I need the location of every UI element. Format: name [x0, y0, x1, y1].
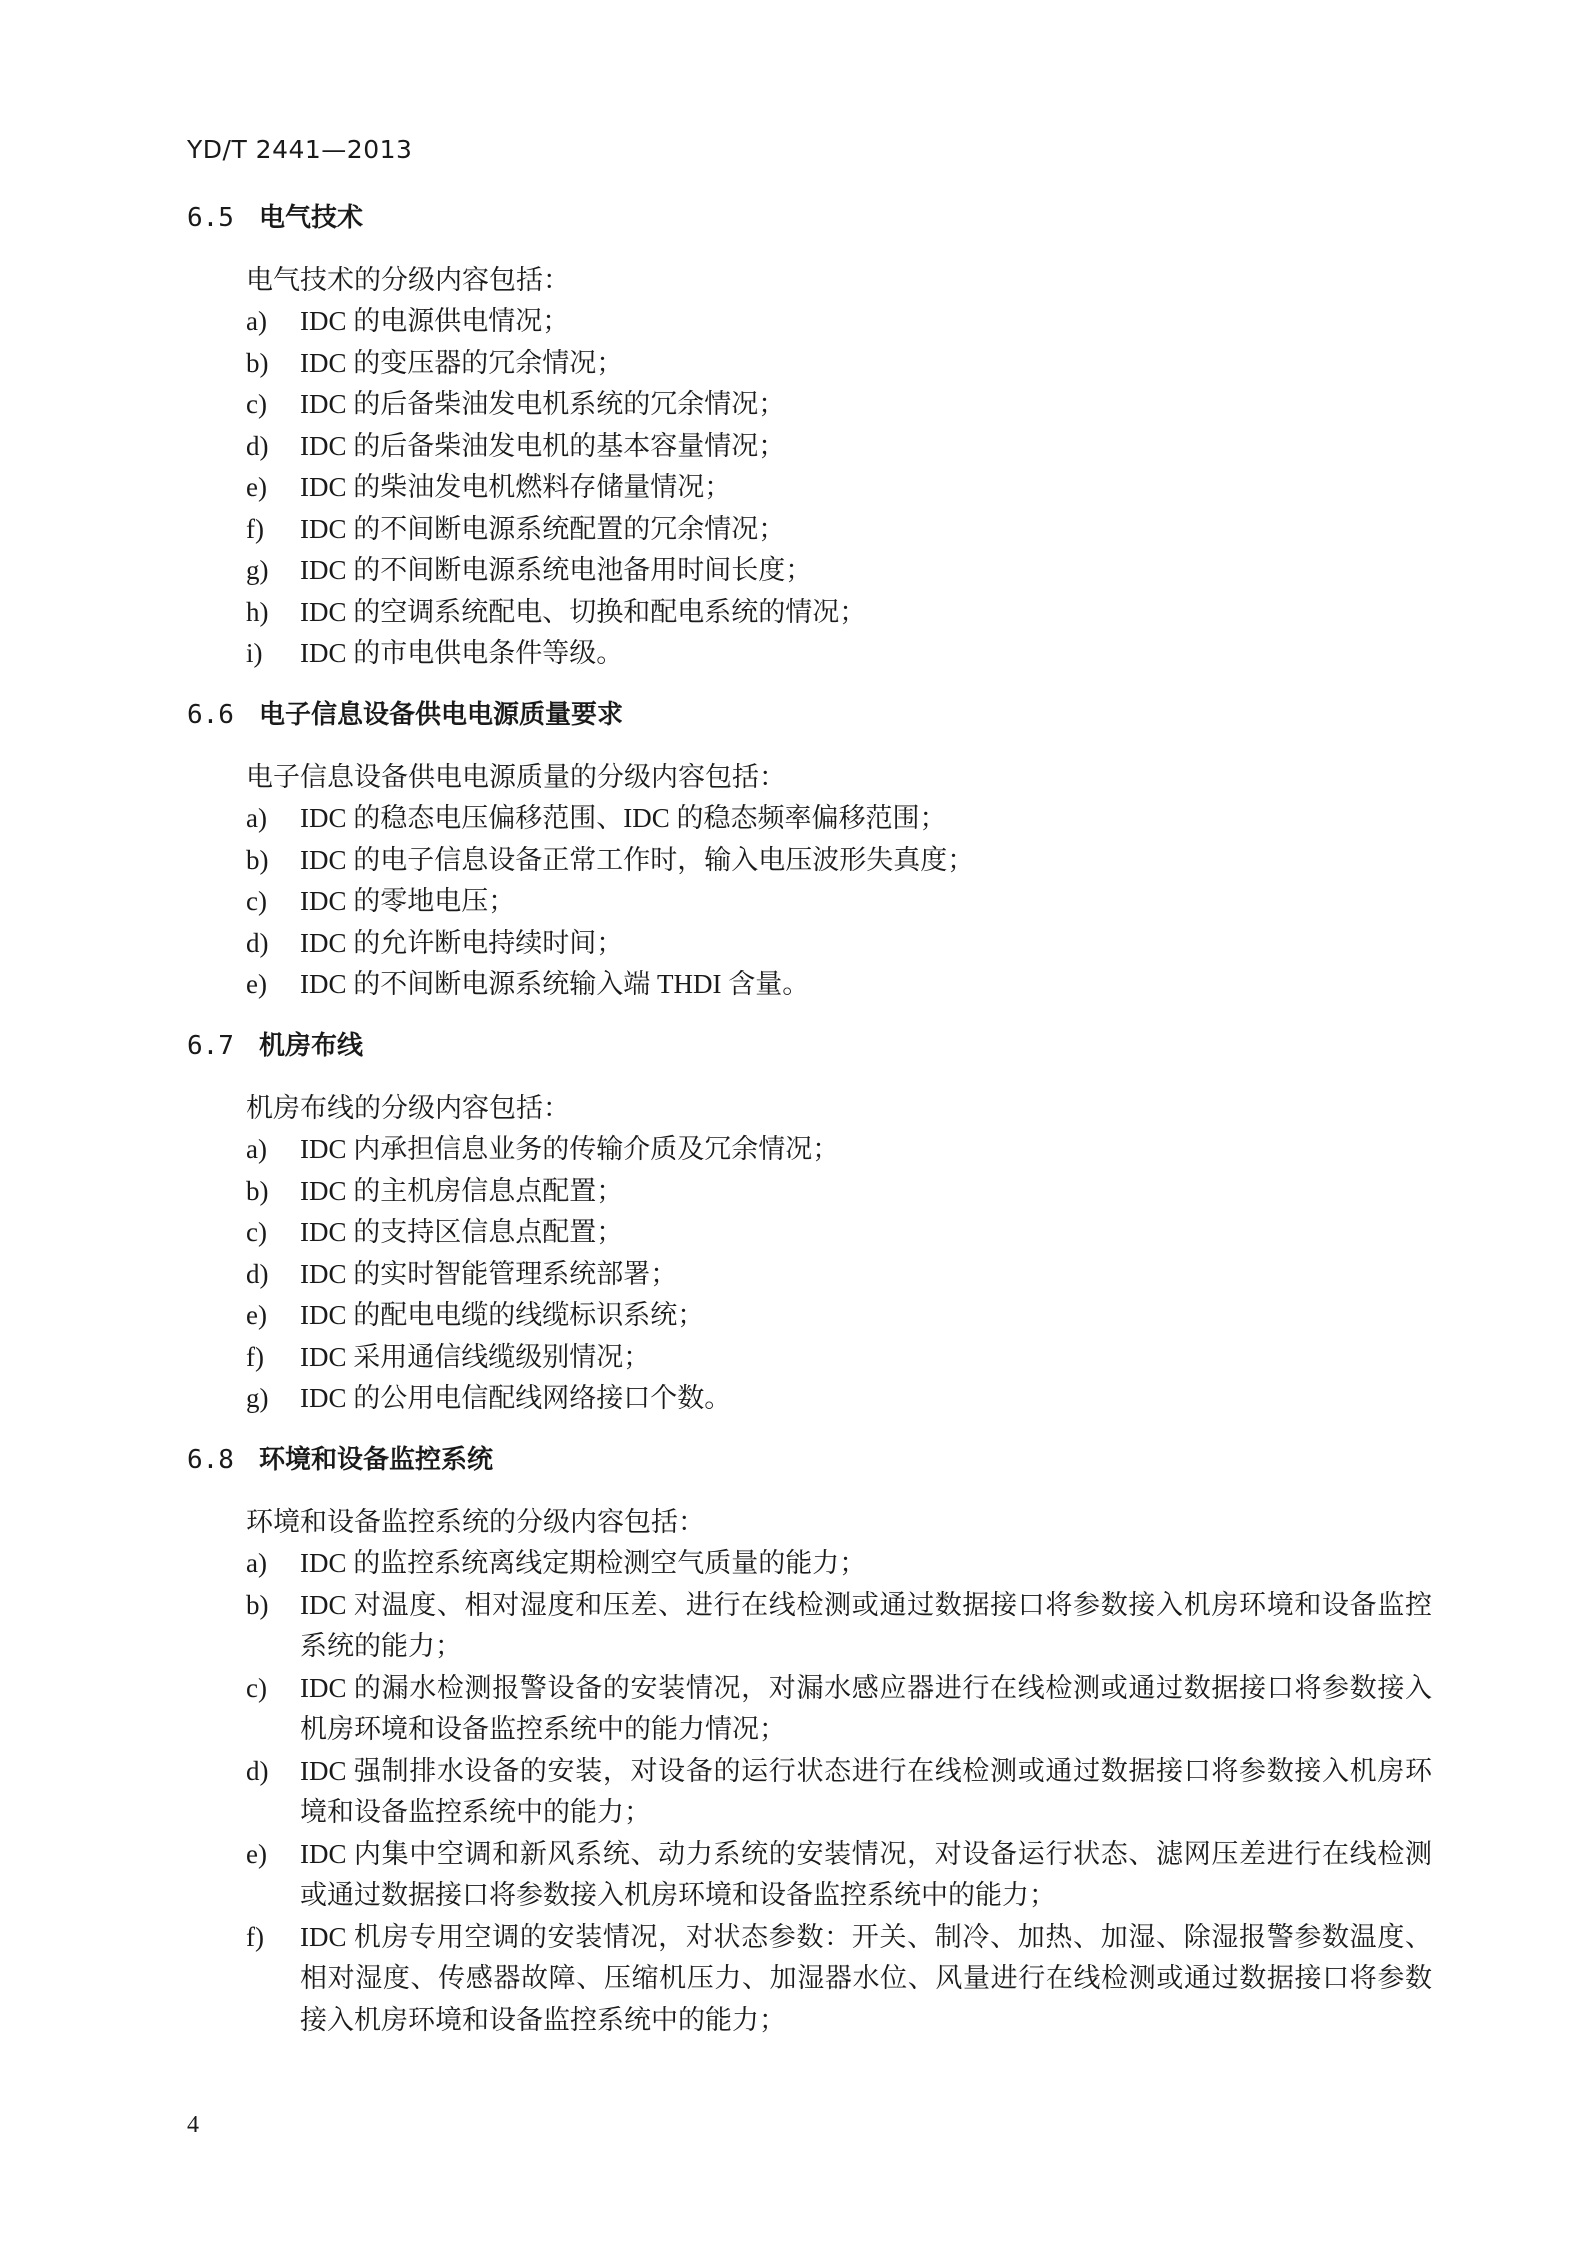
list-item-label: b)	[246, 844, 269, 875]
list-item-text: IDC 对温度、相对湿度和压差、进行在线检测或通过数据接口将参数接入机房环境和设备监控	[300, 1589, 1432, 1620]
list-item-continuation	[187, 1792, 1432, 1834]
list-item-label: a)	[246, 803, 267, 833]
list-item	[187, 633, 1432, 675]
list-item-text: 或通过数据接口将参数接入机房环境和设备监控系统中的能力；	[300, 1880, 1056, 1910]
list-item	[187, 1337, 1432, 1379]
section-title: 机房布线	[259, 1031, 364, 1061]
list-item	[187, 301, 1432, 343]
section-heading	[187, 198, 1432, 240]
list-item-text: 系统的能力；	[300, 1631, 462, 1661]
list-item-label: e)	[246, 969, 267, 999]
list-item-label: c)	[246, 1217, 267, 1247]
list-item-text: IDC 内集中空调和新风系统、动力系统的安装情况，对设备运行状态、滤网压差进行在线检测	[300, 1838, 1432, 1869]
list-item-text: 接入机房环境和设备监控系统中的能力；	[300, 2004, 786, 2035]
section-intro: 电子信息设备供电电源质量的分级内容包括：	[246, 761, 786, 792]
list-item-label: d)	[246, 927, 269, 958]
list-item-text: IDC 的后备柴油发电机系统的冗余情况；	[300, 389, 786, 419]
list-item-continuation	[187, 1875, 1432, 1917]
list-item-label: d)	[246, 1755, 269, 1786]
page-number: 4	[187, 2112, 199, 2138]
list-item-text: IDC 的允许断电持续时间；	[300, 927, 624, 958]
list-item-text: 境和设备监控系统中的能力；	[300, 1797, 651, 1827]
section-title: 电子信息设备供电电源质量要求	[259, 700, 624, 730]
list-item	[187, 923, 1432, 965]
list-item	[187, 1212, 1432, 1254]
list-item-label: e)	[246, 1838, 267, 1869]
list-item-label: h)	[246, 596, 269, 627]
list-item-label: f)	[246, 513, 264, 544]
list-item-text: 相对湿度、传感器故障、压缩机压力、加湿器水位、风量进行在线检测或通过数据接口将参数	[300, 1963, 1432, 1993]
section-number: 6.8	[187, 1445, 234, 1475]
list-item-label: g)	[246, 1383, 269, 1413]
list-item-label: f)	[246, 1341, 264, 1372]
list-item	[187, 1668, 1432, 1710]
list-item	[187, 1254, 1432, 1296]
list-item-continuation	[187, 2000, 1432, 2042]
section-heading	[187, 695, 1432, 737]
list-item	[187, 1834, 1432, 1876]
list-item	[187, 343, 1432, 385]
list-item	[187, 1378, 1432, 1420]
list-item	[187, 467, 1432, 509]
list-item	[187, 1751, 1432, 1793]
list-item-text: 机房环境和设备监控系统中的能力情况；	[300, 1714, 786, 1744]
list-item-text: IDC 的配电电缆的线缆标识系统；	[300, 1300, 705, 1330]
list-item-text: IDC 的稳态电压偏移范围、IDC 的稳态频率偏移范围；	[300, 803, 947, 833]
list-item-text: IDC 的电源供电情况；	[300, 306, 570, 336]
list-item-text: IDC 的零地电压；	[300, 886, 516, 916]
section-title: 环境和设备监控系统	[259, 1445, 494, 1475]
list-item-text: IDC 的不间断电源系统电池备用时间长度；	[300, 555, 813, 585]
list-item-label: i)	[246, 638, 263, 668]
list-item-continuation	[187, 1709, 1432, 1751]
list-item-label: b)	[246, 1175, 269, 1206]
list-item	[187, 1295, 1432, 1337]
section-number: 6.6	[187, 700, 234, 730]
list-item-text: IDC 的主机房信息点配置；	[300, 1175, 624, 1206]
section-intro: 电气技术的分级内容包括：	[246, 264, 570, 295]
list-item-text: IDC 的柴油发电机燃料存储量情况；	[300, 472, 732, 502]
list-item-label: b)	[246, 1589, 269, 1620]
list-item	[187, 1585, 1432, 1627]
list-item-text: IDC 的不间断电源系统配置的冗余情况；	[300, 513, 786, 544]
list-item-label: b)	[246, 347, 269, 378]
list-item-label: e)	[246, 472, 267, 502]
list-item-text: IDC 强制排水设备的安装，对设备的运行状态进行在线检测或通过数据接口将参数接入机房环	[300, 1755, 1432, 1786]
list-item-text: IDC 的公用电信配线网络接口个数。	[300, 1383, 732, 1413]
list-item-label: a)	[246, 1548, 267, 1578]
document-header: YD/T 2441—2013	[187, 135, 413, 164]
list-item	[187, 509, 1432, 551]
list-item-label: f)	[246, 1921, 264, 1952]
list-item-label: g)	[246, 555, 269, 585]
list-item-label: c)	[246, 1672, 267, 1703]
list-item-label: a)	[246, 306, 267, 336]
list-item-label: e)	[246, 1300, 267, 1330]
list-item-text: IDC 内承担信息业务的传输介质及冗余情况；	[300, 1134, 840, 1164]
list-item	[187, 881, 1432, 923]
list-item-text: IDC 的变压器的冗余情况；	[300, 347, 624, 378]
list-item-text: IDC 机房专用空调的安装情况，对状态参数：开关、制冷、加热、加湿、除湿报警参数温度、	[300, 1921, 1432, 1952]
list-item-text: IDC 的监控系统离线定期检测空气质量的能力；	[300, 1548, 867, 1578]
list-item-label: a)	[246, 1134, 267, 1164]
section-heading	[187, 1026, 1432, 1068]
section-title: 电气技术	[259, 203, 364, 233]
section-number: 6.5	[187, 203, 234, 233]
list-item-text: IDC 的不间断电源系统输入端 THDI 含量。	[300, 969, 810, 999]
list-item	[187, 964, 1432, 1006]
list-item	[187, 1129, 1432, 1171]
list-item-continuation	[187, 1958, 1432, 2000]
section-number: 6.7	[187, 1031, 234, 1061]
list-item-text: IDC 的空调系统配电、切换和配电系统的情况；	[300, 596, 867, 627]
list-item-text: IDC 的电子信息设备正常工作时，输入电压波形失真度；	[300, 844, 975, 875]
section-intro: 机房布线的分级内容包括：	[246, 1092, 570, 1123]
list-item-text: IDC 的实时智能管理系统部署；	[300, 1258, 678, 1289]
list-item-text: IDC 的后备柴油发电机的基本容量情况；	[300, 430, 786, 461]
list-item-text: IDC 采用通信线缆级别情况；	[300, 1341, 651, 1372]
document-body	[187, 198, 1432, 2041]
list-item-label: c)	[246, 886, 267, 916]
list-item-text: IDC 的漏水检测报警设备的安装情况，对漏水感应器进行在线检测或通过数据接口将参数接入	[300, 1672, 1432, 1703]
list-item-continuation	[187, 1626, 1432, 1668]
list-item	[187, 798, 1432, 840]
list-item	[187, 384, 1432, 426]
list-item	[187, 840, 1432, 882]
list-item	[187, 1917, 1432, 1959]
list-item	[187, 550, 1432, 592]
section-intro: 环境和设备监控系统的分级内容包括：	[246, 1506, 705, 1537]
list-item	[187, 1171, 1432, 1213]
list-item-label: d)	[246, 430, 269, 461]
list-item-label: d)	[246, 1258, 269, 1289]
list-item	[187, 592, 1432, 634]
list-item	[187, 1543, 1432, 1585]
list-item-label: c)	[246, 389, 267, 419]
section-heading	[187, 1440, 1432, 1482]
list-item	[187, 426, 1432, 468]
list-item-text: IDC 的支持区信息点配置；	[300, 1217, 624, 1247]
list-item-text: IDC 的市电供电条件等级。	[300, 638, 624, 668]
